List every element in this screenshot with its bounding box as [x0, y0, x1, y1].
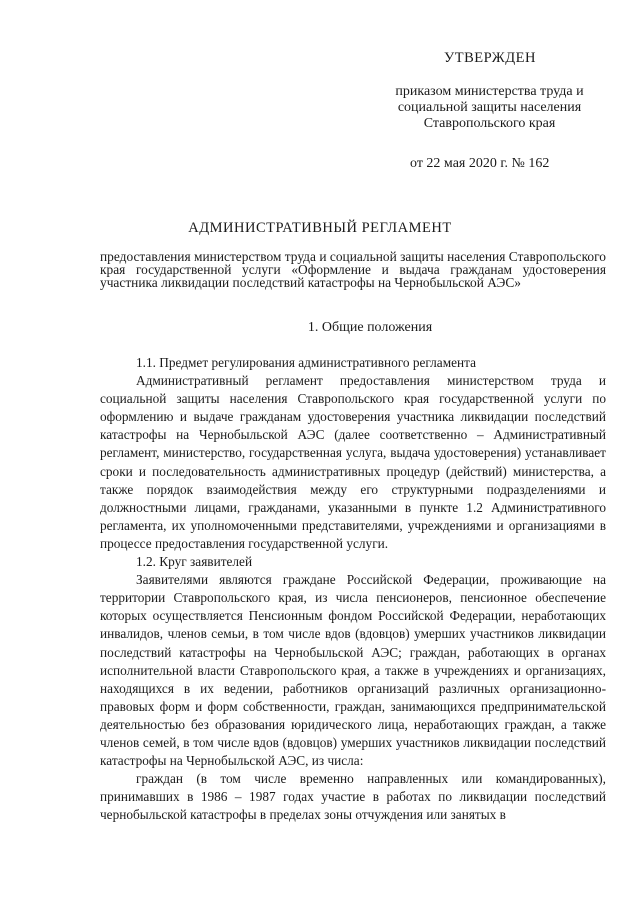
subsection-heading: 1.2. Круг заявителей — [136, 554, 253, 570]
approval-stamp: УТВЕРЖДЕН — [444, 50, 536, 66]
body-paragraph: граждан (в том числе временно направленных или командированных), принимавших в 1986 – 1987 годах участие в работах по ликвидации последствий чернобыльской катастрофы в пределах зоны отчуждения или занятых в — [100, 771, 606, 823]
body-paragraph: Заявителями являются граждане Российской Федерации, проживающие на территории Ставропольского края, из числа пенсионеров, пенсионное обеспечение которых осуществляется Пенсионным фондом Российской Федерации, неработающих инвалидов, членов семьи, в том числе вдов (вдовцов) умерших участников ликвидации последствий катастрофы на Чернобыльской АЭС; граждан, работающих в органах исполнительной власти Ставропольского края, а также в учреждениях и организациях, находящихся в их ведении, работников организаций различных организационно-правовых форм и форм собственности, граждан, занимающихся предпринимательской деятельностью без образования юридического лица, неработающих граждан, а также членов семей, в том числе вдов (вдовцов) умерших участников ликвидации последствий катастрофы на Чернобыльской АЭС, из числа: — [100, 572, 606, 769]
document-body — [100, 354, 606, 824]
approval-order: приказом министерства труда и социальной защиты населения Ставропольского края — [395, 84, 584, 131]
section-heading: 1. Общие положения — [307, 320, 433, 335]
approval-date: от 22 мая 2020 г. № 162 — [410, 156, 550, 171]
approval-block — [384, 50, 614, 172]
subsection-heading: 1.1. Предмет регулирования административного регламента — [136, 355, 477, 370]
document-title: АДМИНИСТРАТИВНЫЙ РЕГЛАМЕНТ — [188, 220, 452, 236]
body-paragraph: Административный регламент предоставления министерством труда и социальной защиты населения Ставропольского края государственной услуги по оформлению и выдаче гражданам удостоверения участника ликвидации последствий катастрофы на Чернобыльской АЭС (далее соответственно – Административный регламент, министерство, государственная услуга, выдача удостоверения) устанавливает сроки и последовательность административных процедур (действий) министерства, а также порядок взаимодействия между его структурными подразделениями и должностными лицами, гражданами, указанными в пункте 1.2 Административного регламента, их уполномоченными представителями, учреждениями и организациями в процессе предоставления государственной услуги. — [100, 373, 606, 551]
document-subtitle: предоставления министерством труда и социальной защиты населения Ставропольского края государственной услуги «Оформление и выдача гражданам удостоверения участника ликвидации последствий катастрофы на Чернобыльской АЭС» — [100, 249, 606, 290]
